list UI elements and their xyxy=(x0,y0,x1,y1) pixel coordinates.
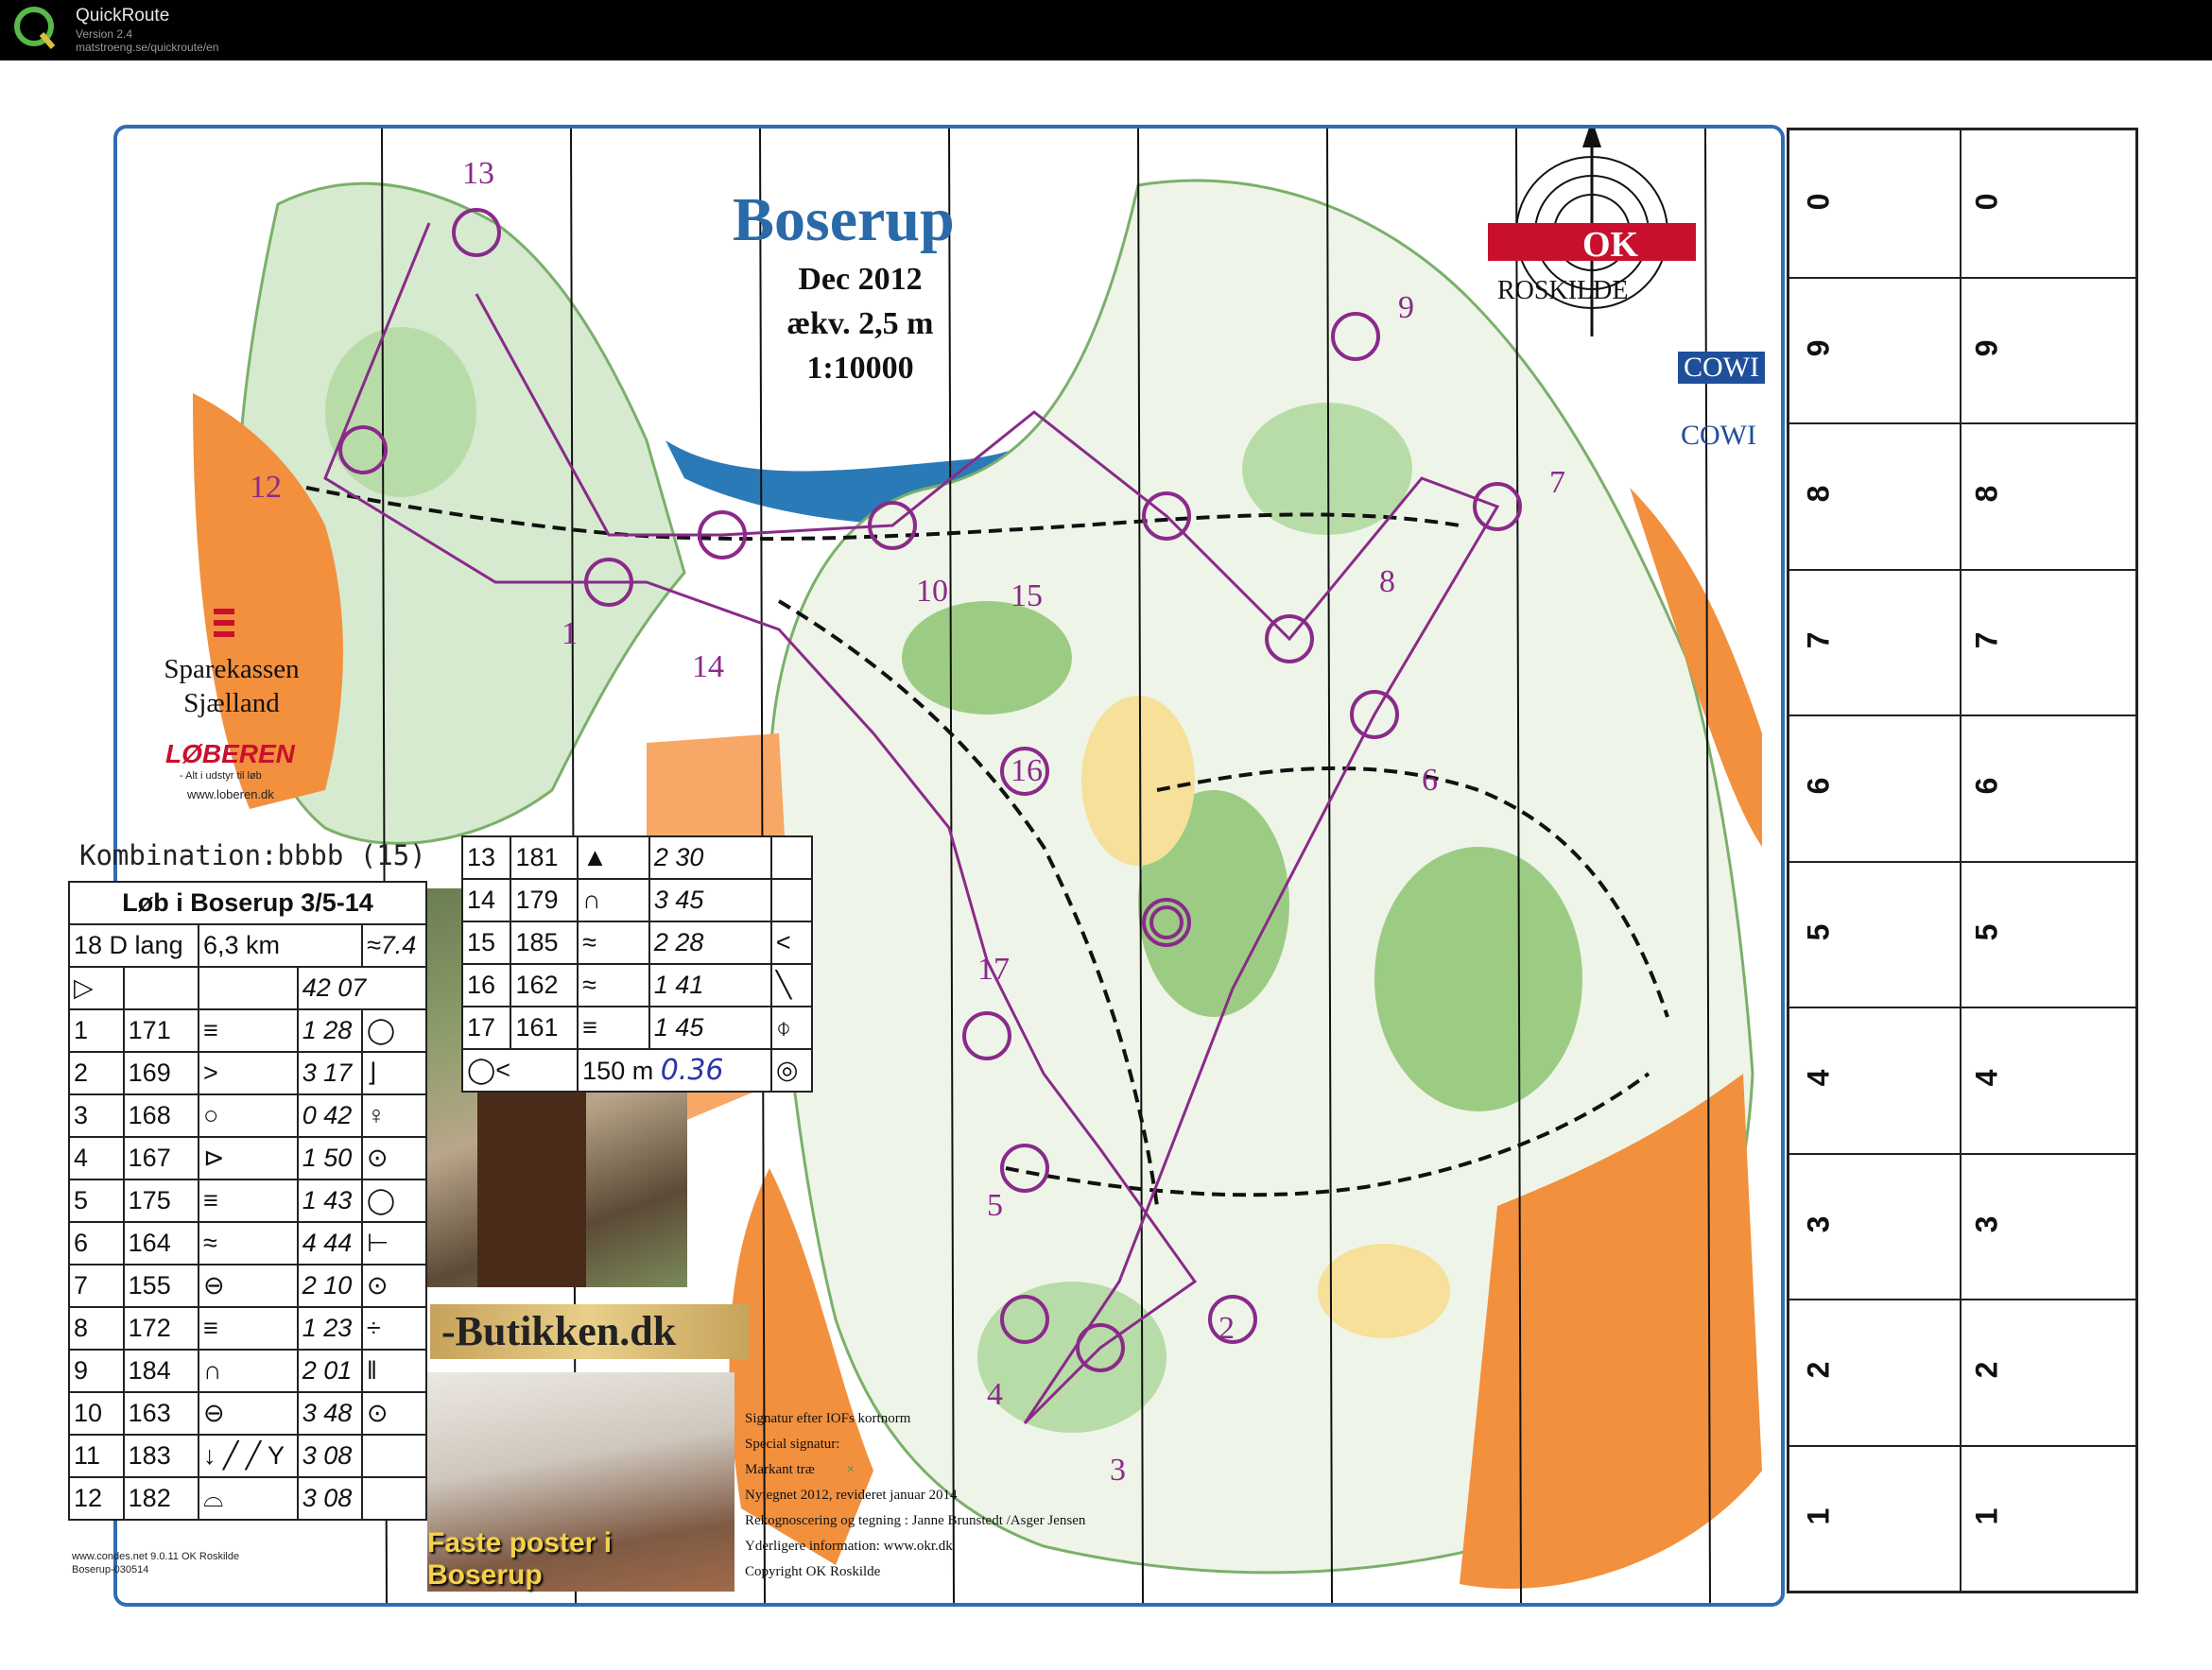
map-legend xyxy=(745,1406,1085,1585)
grid-number: 3 xyxy=(1801,1215,1836,1233)
grid-number: 4 xyxy=(1801,1069,1836,1087)
grid-line xyxy=(1789,1007,2135,1008)
split-time-cell: 2 30 xyxy=(649,836,771,879)
description-rows-2 xyxy=(462,836,812,1049)
grid-number: 9 xyxy=(1969,339,2004,357)
svg-text:10: 10 xyxy=(916,574,948,609)
grid-number: 2 xyxy=(1969,1361,2004,1379)
class-cell: 18 D lang xyxy=(69,924,199,967)
control-code-cell: 182 xyxy=(124,1477,199,1520)
app-version: Version 2.4 xyxy=(76,27,133,41)
svg-text:17: 17 xyxy=(977,952,1010,987)
feature-symbol-cell: > xyxy=(199,1052,298,1094)
control-code-cell: 163 xyxy=(124,1392,199,1435)
description-row xyxy=(69,1392,426,1435)
location-symbol-cell xyxy=(362,1435,426,1477)
grid-number: 4 xyxy=(1969,1069,2004,1087)
map-scale: 1:10000 xyxy=(806,351,914,386)
svg-text:6: 6 xyxy=(1422,763,1438,798)
start-symbol: ▷ xyxy=(69,967,124,1009)
sparekassen-logo-icon xyxy=(210,605,238,643)
length-cell: 6,3 km xyxy=(199,924,362,967)
grid-number: 8 xyxy=(1969,485,2004,503)
feature-symbol-cell: ≈ xyxy=(578,964,649,1007)
control-code-cell: 183 xyxy=(124,1435,199,1477)
split-time-cell: 3 45 xyxy=(649,879,771,921)
description-row xyxy=(69,1307,426,1350)
map-info xyxy=(737,257,983,390)
split-time-cell: 3 08 xyxy=(298,1477,362,1520)
map-contour: ækv. 2,5 m xyxy=(786,306,934,341)
split-time-cell: 3 48 xyxy=(298,1392,362,1435)
finish-distance: 150 m 0.36 xyxy=(578,1049,771,1092)
grid-line xyxy=(1789,861,2135,863)
grid-number: 3 xyxy=(1969,1215,2004,1233)
split-time-cell: 1 43 xyxy=(298,1179,362,1222)
location-symbol-cell: ÷ xyxy=(362,1307,426,1350)
legend-line4: Nytegnet 2012, revideret januar 2014 xyxy=(745,1488,958,1503)
split-time-cell: 1 28 xyxy=(298,1009,362,1052)
feature-symbol-cell: ≡ xyxy=(199,1307,298,1350)
description-row xyxy=(69,1179,426,1222)
control-number-cell: 3 xyxy=(69,1094,124,1137)
control-code-cell: 171 xyxy=(124,1009,199,1052)
description-row xyxy=(69,1435,426,1477)
window-titlebar xyxy=(0,0,2212,60)
control-number-cell: 14 xyxy=(462,879,510,921)
finish-left: ◯< xyxy=(462,1049,578,1092)
legend-line6: Yderligere information: www.okr.dk xyxy=(745,1539,953,1554)
app-url[interactable]: matstroeng.se/quickroute/en xyxy=(76,41,219,54)
sponsor-bank-line2: Sjælland xyxy=(183,688,280,718)
svg-text:ROSKILDE: ROSKILDE xyxy=(1497,276,1629,305)
svg-text:13: 13 xyxy=(462,156,494,191)
grid-number: 6 xyxy=(1969,777,2004,795)
location-symbol-cell: ⌋ xyxy=(362,1052,426,1094)
grid-number: 5 xyxy=(1801,923,1836,941)
post-image xyxy=(477,1087,586,1287)
description-row xyxy=(69,1477,426,1520)
control-code-cell: 172 xyxy=(124,1307,199,1350)
feature-symbol-cell: ▲ xyxy=(578,836,649,879)
svg-text:9: 9 xyxy=(1398,290,1414,325)
event-title: Løb i Boserup 3/5-14 xyxy=(69,882,426,924)
start-time: 42 07 xyxy=(298,967,426,1009)
legend-line3: Markant træ × xyxy=(745,1462,855,1477)
control-number-cell: 1 xyxy=(69,1009,124,1052)
legend-line1: Signatur efter IOFs kortnorm xyxy=(745,1411,911,1426)
description-row xyxy=(69,1094,426,1137)
description-row xyxy=(462,879,812,921)
control-code-cell: 161 xyxy=(510,1007,578,1049)
combination-label: Kombination:bbbb (15) xyxy=(79,839,426,871)
sponsor-shop: LØBEREN xyxy=(165,739,295,768)
location-symbol-cell: ⊢ xyxy=(362,1222,426,1265)
control-code-cell: 184 xyxy=(124,1350,199,1392)
sponsor-bank-line1: Sparekassen xyxy=(164,654,300,684)
faste-poster-caption: Faste poster i Boserup xyxy=(427,1527,613,1591)
svg-text:7: 7 xyxy=(1549,465,1565,500)
svg-text:OK: OK xyxy=(1582,225,1639,265)
control-number-cell: 8 xyxy=(69,1307,124,1350)
split-time-cell: 1 50 xyxy=(298,1137,362,1179)
scale-grid xyxy=(1787,128,2138,1593)
description-row xyxy=(69,1137,426,1179)
map-title: Boserup xyxy=(733,185,955,254)
split-time-cell: 2 01 xyxy=(298,1350,362,1392)
control-code-cell: 164 xyxy=(124,1222,199,1265)
grid-number: 5 xyxy=(1969,923,2004,941)
footnote-line2: Boserup-030514 xyxy=(72,1564,149,1575)
split-time-cell: 2 10 xyxy=(298,1265,362,1307)
control-number-cell: 13 xyxy=(462,836,510,879)
grid-number: 7 xyxy=(1801,631,1836,649)
svg-text:16: 16 xyxy=(1011,753,1043,788)
footnote-line1: www.condes.net 9.0.11 OK Roskilde xyxy=(72,1551,240,1562)
feature-symbol-cell: ○ xyxy=(199,1094,298,1137)
feature-symbol-cell: ≈ xyxy=(578,921,649,964)
location-symbol-cell: ⊙ xyxy=(362,1392,426,1435)
grid-number: 2 xyxy=(1801,1361,1836,1379)
feature-symbol-cell: ≡ xyxy=(199,1009,298,1052)
description-row xyxy=(69,1222,426,1265)
control-code-cell: 155 xyxy=(124,1265,199,1307)
control-description-sheet xyxy=(68,881,427,1521)
control-number-cell: 11 xyxy=(69,1435,124,1477)
sponsor-shop-tagline: - Alt i udstyr til løb xyxy=(180,770,262,782)
location-symbol-cell xyxy=(771,879,812,921)
split-time-cell: 3 17 xyxy=(298,1052,362,1094)
split-time-cell: 3 08 xyxy=(298,1435,362,1477)
location-symbol-cell: ‖ xyxy=(362,1350,426,1392)
svg-text:2: 2 xyxy=(1218,1311,1235,1346)
control-number-cell: 10 xyxy=(69,1392,124,1435)
control-number-cell: 9 xyxy=(69,1350,124,1392)
quickroute-logo-icon xyxy=(13,6,59,51)
location-symbol-cell xyxy=(362,1477,426,1520)
grid-number: 9 xyxy=(1801,339,1836,357)
split-time-cell: 0 42 xyxy=(298,1094,362,1137)
description-row xyxy=(462,921,812,964)
grid-line xyxy=(1789,714,2135,716)
control-number-cell: 16 xyxy=(462,964,510,1007)
description-row xyxy=(69,1265,426,1307)
grid-line xyxy=(1789,277,2135,279)
location-symbol-cell: ◯ xyxy=(362,1179,426,1222)
description-row xyxy=(462,964,812,1007)
feature-symbol-cell: ↓ ╱ ╱ Y xyxy=(199,1435,298,1477)
feature-symbol-cell: ⌓ xyxy=(199,1477,298,1520)
control-number-cell: 5 xyxy=(69,1179,124,1222)
location-symbol-cell: ⊙ xyxy=(362,1137,426,1179)
feature-symbol-cell: ≡ xyxy=(578,1007,649,1049)
feature-symbol-cell: ⊖ xyxy=(199,1392,298,1435)
control-code-cell: 167 xyxy=(124,1137,199,1179)
control-description-sheet-2 xyxy=(461,835,813,1093)
grid-line xyxy=(1789,569,2135,571)
svg-text:8: 8 xyxy=(1379,564,1395,599)
control-number-cell: 17 xyxy=(462,1007,510,1049)
control-code-cell: 168 xyxy=(124,1094,199,1137)
control-number-cell: 4 xyxy=(69,1137,124,1179)
grid-line xyxy=(1789,1445,2135,1447)
svg-text:15: 15 xyxy=(1011,578,1043,613)
description-rows xyxy=(69,1009,426,1520)
description-row xyxy=(69,1350,426,1392)
club-logo xyxy=(1488,129,1696,336)
control-code-cell: 179 xyxy=(510,879,578,921)
footnote xyxy=(72,1550,239,1576)
control-number-cell: 7 xyxy=(69,1265,124,1307)
split-time-cell: 1 41 xyxy=(649,964,771,1007)
split-time-cell: 1 45 xyxy=(649,1007,771,1049)
svg-text:12: 12 xyxy=(250,470,282,505)
location-symbol-cell: ⊙ xyxy=(362,1265,426,1307)
feature-symbol-cell: ∩ xyxy=(578,879,649,921)
description-row xyxy=(69,1052,426,1094)
location-symbol-cell xyxy=(771,836,812,879)
feature-symbol-cell: ⊳ xyxy=(199,1137,298,1179)
location-symbol-cell: < xyxy=(771,921,812,964)
control-number-cell: 2 xyxy=(69,1052,124,1094)
legend-line2: Special signatur: xyxy=(745,1437,840,1452)
control-code-cell: 175 xyxy=(124,1179,199,1222)
legend-line7: Copyright OK Roskilde xyxy=(745,1564,881,1579)
total-hand: ≈7.4 xyxy=(362,924,426,967)
feature-symbol-cell: ≡ xyxy=(199,1179,298,1222)
grid-number: 7 xyxy=(1969,631,2004,649)
svg-text:5: 5 xyxy=(987,1188,1003,1223)
grid-line xyxy=(1789,422,2135,424)
location-symbol-cell: ♀ xyxy=(362,1094,426,1137)
split-time-cell: 4 44 xyxy=(298,1222,362,1265)
control-code-cell: 162 xyxy=(510,964,578,1007)
grid-number: 1 xyxy=(1801,1507,1836,1525)
sponsor-shop-web: www.loberen.dk xyxy=(187,787,274,801)
control-code-cell: 181 xyxy=(510,836,578,879)
svg-text:14: 14 xyxy=(692,649,724,684)
grid-number: 0 xyxy=(1801,193,1836,211)
description-row xyxy=(69,1009,426,1052)
app-name: QuickRoute xyxy=(76,6,170,26)
grid-number: 0 xyxy=(1969,193,2004,211)
map-date: Dec 2012 xyxy=(798,262,923,297)
grid-number: 1 xyxy=(1969,1507,2004,1525)
grid-line xyxy=(1789,1299,2135,1300)
svg-text:4: 4 xyxy=(987,1377,1003,1412)
grid-number: 6 xyxy=(1801,777,1836,795)
finish-right: ◎ xyxy=(771,1049,812,1092)
control-code-cell: 185 xyxy=(510,921,578,964)
svg-text:1: 1 xyxy=(562,616,578,651)
control-number-cell: 6 xyxy=(69,1222,124,1265)
control-number-cell: 12 xyxy=(69,1477,124,1520)
grid-line xyxy=(1789,1153,2135,1155)
split-time-cell: 1 23 xyxy=(298,1307,362,1350)
svg-text:3: 3 xyxy=(1110,1453,1126,1488)
sponsor-bank xyxy=(142,652,321,720)
cowi-logo-2: COWI xyxy=(1681,420,1756,451)
faste-poster-photo xyxy=(427,1372,734,1592)
feature-symbol-cell: ∩ xyxy=(199,1350,298,1392)
control-code-cell: 169 xyxy=(124,1052,199,1094)
control-number-cell: 15 xyxy=(462,921,510,964)
feature-symbol-cell: ≈ xyxy=(199,1222,298,1265)
grid-number: 8 xyxy=(1801,485,1836,503)
split-time-cell: 2 28 xyxy=(649,921,771,964)
location-symbol-cell: ╲ xyxy=(771,964,812,1007)
butikken-ad: -Butikken.dk xyxy=(430,1304,750,1359)
location-symbol-cell: ◯ xyxy=(362,1009,426,1052)
legend-line5: Rekognoscering og tegning : Janne Brunstedt /Asger Jensen xyxy=(745,1513,1086,1528)
cowi-logo-1: COWI xyxy=(1678,352,1765,384)
location-symbol-cell: ⌽ xyxy=(771,1007,812,1049)
description-row xyxy=(462,836,812,879)
markant-trae-icon: × xyxy=(846,1462,855,1477)
description-row xyxy=(462,1007,812,1049)
feature-symbol-cell: ⊖ xyxy=(199,1265,298,1307)
